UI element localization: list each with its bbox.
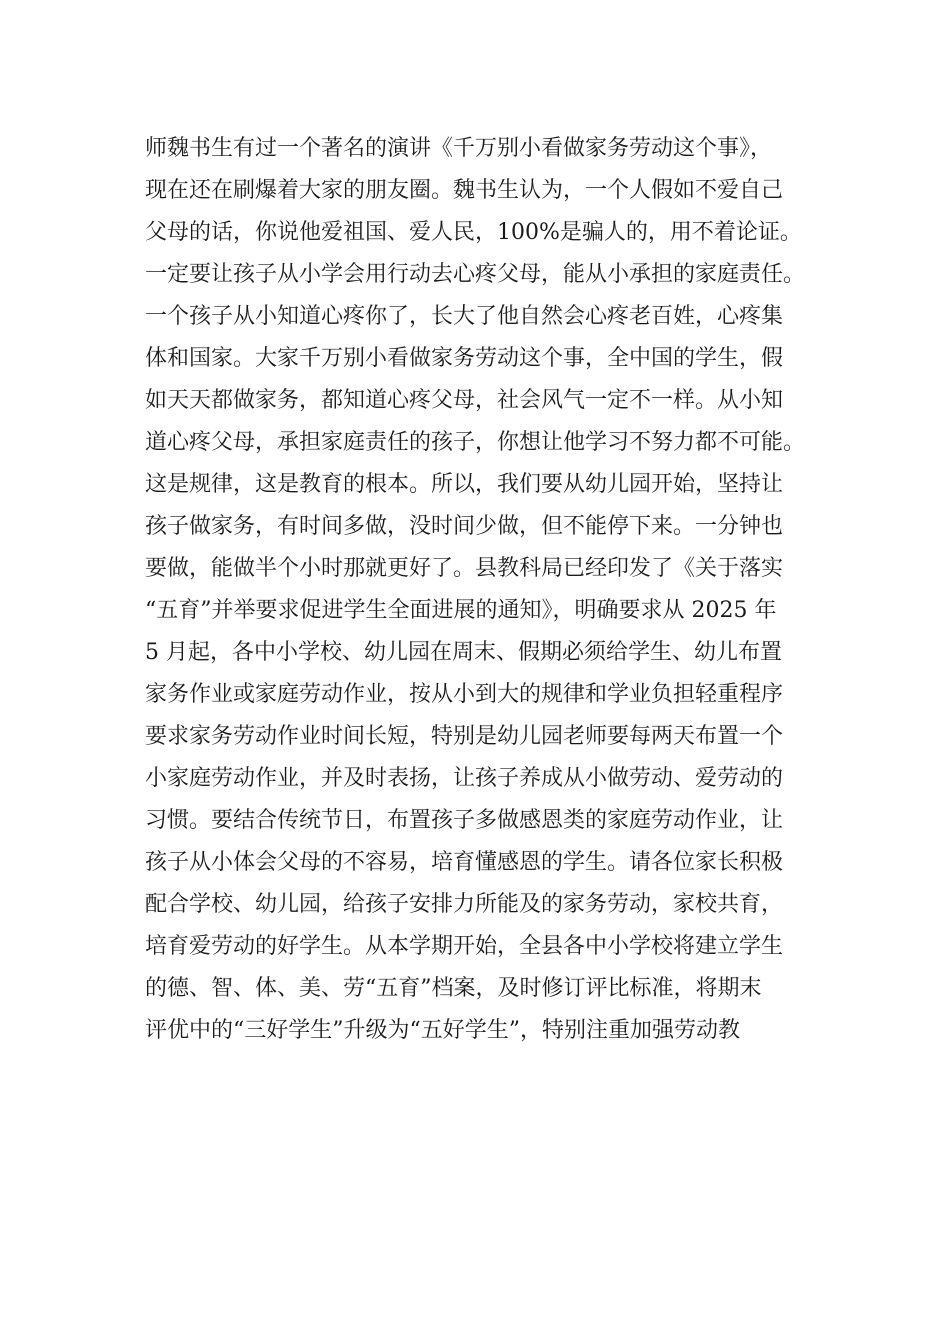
text-line: 配合学校、幼儿园，给孩子安排力所能及的家务劳动，家校共育，	[145, 892, 784, 917]
text-line: 习惯。要结合传统节日，布置孩子多做感恩类的家庭劳动作业，让	[145, 808, 784, 833]
text-line: 一定要让孩子从小学会用行动去心疼父母，能从小承担的家庭责任。	[145, 262, 806, 287]
text-line: 要求家务劳动作业时间长短，特别是幼儿园老师要每两天布置一个	[145, 724, 784, 749]
text-line: 孩子从小体会父母的不容易，培育懂感恩的学生。请各位家长积极	[145, 850, 784, 875]
text-line: 体和国家。大家千万别小看做家务劳动这个事，全中国的学生，假	[145, 346, 784, 371]
text-line: 培育爱劳动的好学生。从本学期开始，全县各中小学校将建立学生	[145, 934, 784, 959]
text-line: “五育”并举要求促进学生全面进展的通知》，明确要求从 2025 年	[145, 598, 777, 623]
text-line: 一个孩子从小知道心疼你了，长大了他自然会心疼老百姓，心疼集	[145, 304, 784, 329]
text-line: 孩子做家务，有时间多做，没时间少做，但不能停下来。一分钟也	[145, 514, 784, 539]
text-line: 要做，能做半个小时那就更好了。县教科局已经印发了《关于落实	[145, 556, 784, 581]
text-line: 家务作业或家庭劳动作业，按从小到大的规律和学业负担轻重程序	[145, 682, 784, 707]
text-line: 父母的话，你说他爱祖国、爱人民，100%是骗人的，用不着论证。	[145, 220, 802, 245]
text-line: 如天天都做家务，都知道心疼父母，社会风气一定不一样。从小知	[145, 388, 784, 413]
text-line: 这是规律，这是教育的根本。所以，我们要从幼儿园开始，坚持让	[145, 472, 784, 497]
body-text	[145, 128, 835, 1052]
text-line: 道心疼父母，承担家庭责任的孩子，你想让他学习不努力都不可能。	[145, 430, 806, 455]
text-line: 师魏书生有过一个著名的演讲《千万别小看做家务劳动这个事》，	[145, 136, 773, 161]
text-line: 的德、智、体、美、劳“五育”档案，及时修订评比标准，将期末	[145, 976, 762, 1001]
text-line: 现在还在刷爆着大家的朋友圈。魏书生认为，一个人假如不爱自己	[145, 178, 784, 203]
text-line: 评优中的“三好学生”升级为“五好学生”，特别注重加强劳动教	[145, 1018, 740, 1043]
text-line: 小家庭劳动作业，并及时表扬，让孩子养成从小做劳动、爱劳动的	[145, 766, 784, 791]
text-line: 5 月起，各中小学校、幼儿园在周末、假期必须给学生、幼儿布置	[145, 640, 782, 665]
